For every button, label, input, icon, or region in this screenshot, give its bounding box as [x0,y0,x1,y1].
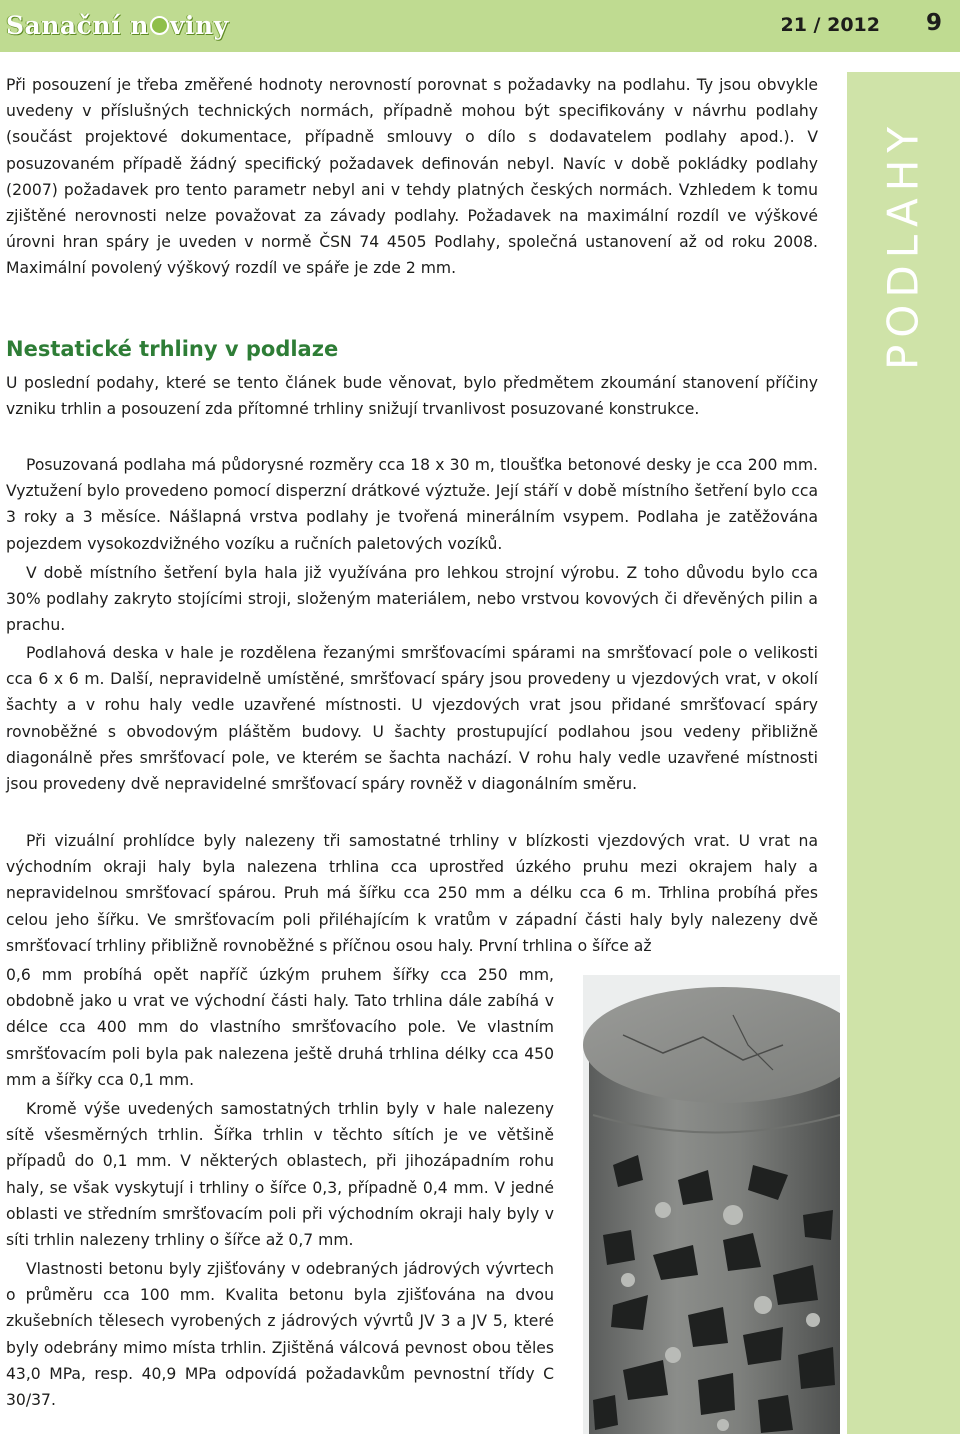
logo-text-part-1: Sanační n [6,11,149,40]
logo-text-part-2: viny [169,11,229,40]
intro-paragraph: Při posouzení je třeba změřené hodnoty nerovností porovnat s požadavky na podlahu. Ty jsou obvykle uvedeny v příslušných technických normách, případně mohou být specifikovány v návrhu podlahy (součást projektové dokumentace, případně smlouvy o dílo s dodavatelem podlahy apod.). V posuzovaném případě žádný specifický požadavek definován nebyl. Navíc v době pokládky podlahy (2007) požadavek pro tento parametr nebyl ani v tehdy platných českých normách. Vzhledem k tomu zjištěné nerovnosti nelze považovat za závady podlahy. Požadavek na maximální rozdíl ve výškové úrovni hran spáry je uveden v normě ČSN 74 4505 Podlahy, společná ustanovení až od roku 2008. Maximální povolený výškový rozdíl ve spáře je zde 2 mm. [6,76,818,278]
paragraph-8: Vlastnosti betonu byly zjišťovány v odebraných jádrových vývrtech o průměru cca 100 mm. Kvalita betonu byla zjišťována na dvou zkušebních tělesech vyrobených z jádrových vývrtů JV 3 a JV 5, které byly odebrány mimo místa trhlin. Zjištěná válcová pevnost obou těles 43,0 MPa, resp. 40,9 MPa odpovídá požadavkům pevnostní třídy C 30/37. [6,1260,554,1410]
publication-logo [6,8,229,44]
paragraph-5: Podlahová deska v hale je rozdělena řezanými smršťovacími spárami na smršťovací pole o velikosti cca 6 x 6 m. Další, nepravidelně umístěné, smršťovací spáry jsou provedeny u vjezdových vrat, v okolí šachty a v rohu haly vedle uzavřené místnosti. U vjezdových vrat jsou přidané smršťovací spáry rovnoběžné s obvodovým pláštěm budovy. U šachty prostupující podlahou jsou vedeny přibližně diagonálně přes smršťovací pole, ve kterém se šachta nachází. V rohu haly vedle uzavřené místnosti jsou provedeny dvě nepravidelné smršťovací spáry rovněž v diagonálním směru. [6,644,818,794]
paragraph-4: V době místního šetření byla hala již využívána pro lehkou strojní výrobu. Z toho důvodu bylo cca 30% podlahy zakryto stojícími stroji, složeným materiálem, nebo vrstvou kovových či dřevěných pilin a prachu. [6,564,818,635]
page-number: 9 [925,10,942,36]
paragraph-7: Kromě výše uvedených samostatných trhlin byly v hale nalezeny sítě všesměrných trhlin. Šířka trhlin v těchto sítích je ve většině případů do 0,1 mm. V některých oblastech, při jihozápadním rohu haly, se však vyskytují i trhliny o šířce 0,3, případně 0,4 mm. V jedné oblasti ve středním smršťovacím poli při východním okraji haly byly v síti trhlin nalezeny trhliny o šířce až 0,7 mm. [6,1100,554,1250]
paragraph-6: Při vizuální prohlídce byly nalezeny tři samostatné trhliny v blízkosti vjezdových vrat. U vrat na východním okraji haly byla nalezena trhlina cca uprostřed úzkého pruhu mezi okrajem haly a nepravidelnou smršťovací spárou. Pruh má šířku cca 250 mm a délku cca 6 m. Trhlina probíhá přes celou jeho šířku. Ve smršťovacím poli přiléhajícím k vratům v západní části haly byly nalezeny dvě smršťovací trhliny přibližně rovnoběžné s příčnou osou haly. První trhlina o šířce až [6,832,818,955]
section-heading: Nestatické trhliny v podlaze [6,337,339,361]
paragraph-2: U poslední podahy, které se tento článek bude věnovat, bylo předmětem zkoumání stanovení příčiny vzniku trhlin a posouzení zda přítomné trhliny snižují trvanlivost posuzované konstrukce. [6,374,818,419]
concrete-core-photo [583,975,840,1434]
paragraph-3: Posuzovaná podlaha má půdorysné rozměry cca 18 x 30 m, tloušťka betonové desky je cca 200 mm. Vyztužení bylo provedeno pomocí disperzní drátkové výztuže. Její stáří v době místního šetření bylo cca 3 roky a 3 měsíce. Nášlapná vrstva podlahy je tvořená minerálním vsypem. Podlaha je zatěžována pojezdem vysokozdvižného vozíku a ručních paletových vozíků. [6,456,818,553]
paragraph-6-continued: 0,6 mm probíhá opět napříč úzkým pruhem šířky cca 250 mm, obdobně jako u vrat ve východní části haly. Tato trhlina dále zabíhá v délce cca 400 mm do vlastního smršťovacího pole. Ve vlastním smršťovacím poli byla pak nalezena ještě druhá trhlina délky cca 450 mm a šířky cca 0,1 mm. [6,966,554,1089]
concrete-core-illustration [583,975,840,1434]
section-label: PODLAHY [878,119,928,371]
logo-o-icon [150,16,169,35]
issue-number: 21 / 2012 [780,14,880,36]
header-bar [0,0,960,52]
